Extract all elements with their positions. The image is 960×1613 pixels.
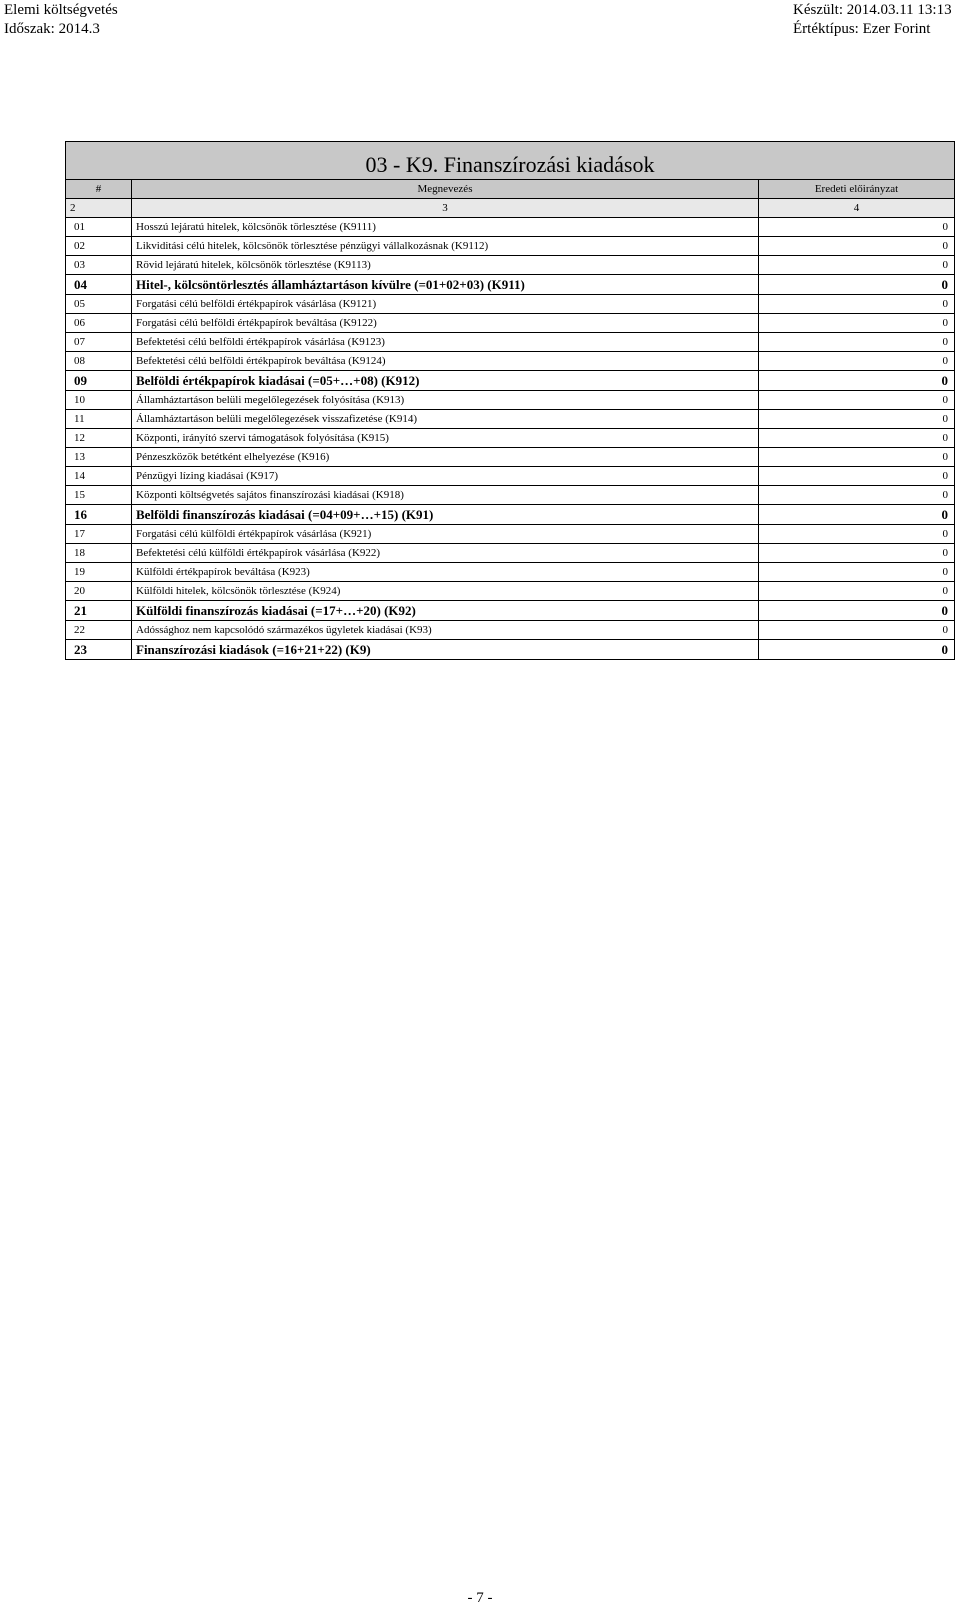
row-code: 02 (66, 237, 132, 256)
row-code: 08 (66, 352, 132, 371)
row-code: 23 (66, 640, 132, 660)
row-name: Külföldi finanszírozás kiadásai (=17+…+20) (K92) (132, 601, 759, 621)
row-code: 01 (66, 218, 132, 237)
table-row-total (66, 275, 955, 295)
table-row (66, 429, 955, 448)
row-code: 04 (66, 275, 132, 295)
value-type-label: Értéktípus: Ezer Forint (793, 21, 931, 37)
table-row (66, 256, 955, 275)
row-code: 06 (66, 314, 132, 333)
row-value: 0 (759, 525, 955, 544)
table-row (66, 621, 955, 640)
column-header-row (66, 180, 955, 199)
row-name: Államháztartáson belüli megelőlegezések folyósítása (K913) (132, 391, 759, 410)
row-value: 0 (759, 582, 955, 601)
row-name: Befektetési célú belföldi értékpapírok vásárlása (K9123) (132, 333, 759, 352)
table-row (66, 295, 955, 314)
row-name: Adóssághoz nem kapcsolódó származékos ügyletek kiadásai (K93) (132, 621, 759, 640)
row-name: Forgatási célú külföldi értékpapírok vásárlása (K921) (132, 525, 759, 544)
row-name: Befektetési célú belföldi értékpapírok beváltása (K9124) (132, 352, 759, 371)
column-number-2: 2 (66, 199, 132, 218)
row-value: 0 (759, 448, 955, 467)
table-row (66, 582, 955, 601)
row-name: Rövid lejáratú hitelek, kölcsönök törlesztése (K9113) (132, 256, 759, 275)
row-name: Államháztartáson belüli megelőlegezések visszafizetése (K914) (132, 410, 759, 429)
row-name: Finanszírozási kiadások (=16+21+22) (K9) (132, 640, 759, 660)
row-code: 10 (66, 391, 132, 410)
table-row-total (66, 601, 955, 621)
table-row (66, 237, 955, 256)
row-code: 18 (66, 544, 132, 563)
table-title: 03 - K9. Finanszírozási kiadások (66, 142, 955, 180)
row-name: Likviditási célú hitelek, kölcsönök törlesztése pénzügyi vállalkozásnak (K9112) (132, 237, 759, 256)
row-code: 14 (66, 467, 132, 486)
row-code: 11 (66, 410, 132, 429)
table-row (66, 544, 955, 563)
row-code: 21 (66, 601, 132, 621)
table-row (66, 391, 955, 410)
row-value: 0 (759, 352, 955, 371)
row-value: 0 (759, 275, 955, 295)
row-name: Központi költségvetés sajátos finanszírozási kiadásai (K918) (132, 486, 759, 505)
row-code: 12 (66, 429, 132, 448)
financing-expenditure-table (65, 141, 955, 660)
page-number: - 7 - (467, 1590, 493, 1606)
table-row (66, 218, 955, 237)
column-header-number: # (66, 180, 132, 199)
row-value: 0 (759, 410, 955, 429)
table-row (66, 563, 955, 582)
column-number-3: 3 (132, 199, 759, 218)
table-row (66, 314, 955, 333)
row-name: Külföldi hitelek, kölcsönök törlesztése (K924) (132, 582, 759, 601)
table-row (66, 352, 955, 371)
row-code: 09 (66, 371, 132, 391)
row-value: 0 (759, 467, 955, 486)
column-header-original-appropriation: Eredeti előirányzat (759, 180, 955, 199)
row-name: Külföldi értékpapírok beváltása (K923) (132, 563, 759, 582)
row-name: Belföldi finanszírozás kiadásai (=04+09+…+15) (K91) (132, 505, 759, 525)
row-value: 0 (759, 563, 955, 582)
row-code: 17 (66, 525, 132, 544)
row-name: Hitel-, kölcsöntörlesztés államháztartáson kívülre (=01+02+03) (K911) (132, 275, 759, 295)
table-row (66, 410, 955, 429)
row-value: 0 (759, 371, 955, 391)
row-code: 05 (66, 295, 132, 314)
row-code: 15 (66, 486, 132, 505)
row-code: 07 (66, 333, 132, 352)
table-row (66, 333, 955, 352)
row-name: Forgatási célú belföldi értékpapírok vásárlása (K9121) (132, 295, 759, 314)
row-code: 22 (66, 621, 132, 640)
row-value: 0 (759, 429, 955, 448)
row-value: 0 (759, 256, 955, 275)
row-code: 19 (66, 563, 132, 582)
row-name: Pénzeszközök betétként elhelyezése (K916) (132, 448, 759, 467)
column-number-4: 4 (759, 199, 955, 218)
table-row (66, 448, 955, 467)
row-name: Központi, irányító szervi támogatások folyósítása (K915) (132, 429, 759, 448)
row-name: Befektetési célú külföldi értékpapírok vásárlása (K922) (132, 544, 759, 563)
table-row (66, 486, 955, 505)
row-code: 16 (66, 505, 132, 525)
row-name: Hosszú lejáratú hitelek, kölcsönök törlesztése (K9111) (132, 218, 759, 237)
column-number-row (66, 199, 955, 218)
row-name: Belföldi értékpapírok kiadásai (=05+…+08) (K912) (132, 371, 759, 391)
table-row (66, 467, 955, 486)
row-code: 03 (66, 256, 132, 275)
row-name: Pénzügyi lízing kiadásai (K917) (132, 467, 759, 486)
row-value: 0 (759, 621, 955, 640)
row-value: 0 (759, 544, 955, 563)
row-value: 0 (759, 314, 955, 333)
period-label: Időszak: 2014.3 (4, 21, 100, 37)
created-timestamp: Készült: 2014.03.11 13:13 (793, 2, 952, 18)
row-value: 0 (759, 391, 955, 410)
column-header-name: Megnevezés (132, 180, 759, 199)
row-value: 0 (759, 237, 955, 256)
row-value: 0 (759, 295, 955, 314)
row-code: 20 (66, 582, 132, 601)
row-value: 0 (759, 640, 955, 660)
table-row (66, 525, 955, 544)
row-name: Forgatási célú belföldi értékpapírok beváltása (K9122) (132, 314, 759, 333)
table-row-total (66, 505, 955, 525)
row-value: 0 (759, 333, 955, 352)
table-title-row (66, 142, 955, 180)
row-value: 0 (759, 218, 955, 237)
row-value: 0 (759, 601, 955, 621)
table-row-total (66, 640, 955, 660)
table-row-total (66, 371, 955, 391)
row-value: 0 (759, 505, 955, 525)
row-value: 0 (759, 486, 955, 505)
report-type-label: Elemi költségvetés (4, 2, 118, 18)
row-code: 13 (66, 448, 132, 467)
